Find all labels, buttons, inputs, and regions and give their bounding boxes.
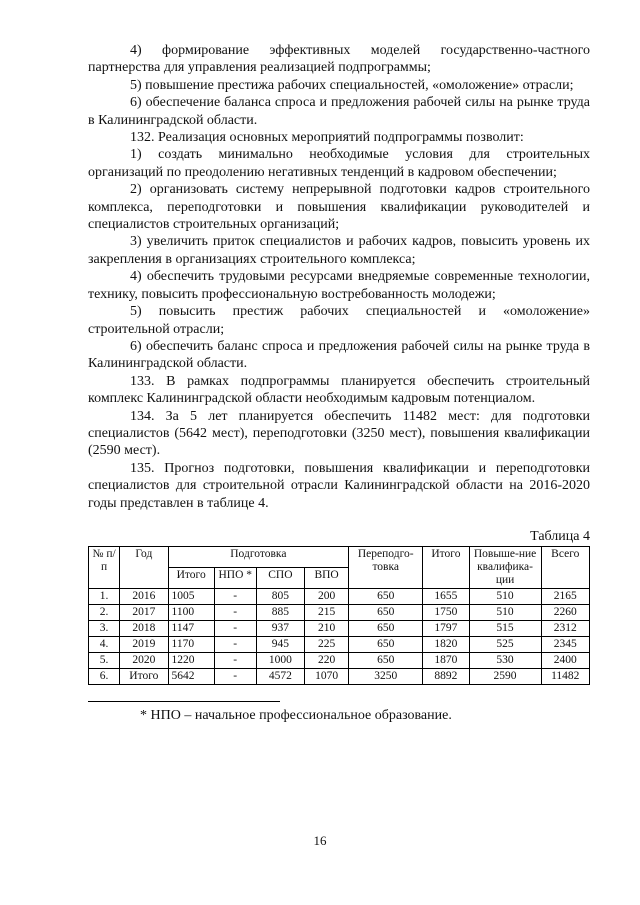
paragraph: 134. За 5 лет планируется обеспечить 11482 мест: для подготовки специалистов (5642 мест), переподготовки (3250 мест), повышения квалификации (2590 мест). [88, 408, 590, 459]
header-spo: СПО [256, 567, 304, 588]
header-num: № п/п [89, 546, 120, 588]
forecast-table [88, 546, 590, 685]
table-cell: 200 [305, 588, 349, 604]
table-cell: 215 [305, 604, 349, 620]
table-cell: 1750 [423, 604, 469, 620]
table-cell: 2016 [120, 588, 168, 604]
table-cell: 515 [469, 620, 541, 636]
table-cell: 3250 [349, 668, 423, 684]
table-cell: - [214, 652, 256, 668]
table-row [89, 588, 590, 604]
body-text [88, 42, 590, 512]
table-cell: 1870 [423, 652, 469, 668]
paragraph: 6) обеспечение баланса спроса и предложения рабочей силы на рынке труда в Калининградской области. [88, 95, 590, 128]
table-cell: 210 [305, 620, 349, 636]
table-row [89, 652, 590, 668]
paragraph: 133. В рамках подпрограммы планируется обеспечить строительный комплекс Калининградской области необходимым кадровым потенциалом. [88, 373, 590, 407]
table-cell: 1000 [256, 652, 304, 668]
table-cell: 530 [469, 652, 541, 668]
table-cell: 2260 [541, 604, 589, 620]
table-body [89, 588, 590, 684]
table-cell: 3. [89, 620, 120, 636]
table-cell: 1820 [423, 636, 469, 652]
paragraph: 132. Реализация основных мероприятий подпрограммы позволит: [130, 130, 524, 146]
table-cell: 650 [349, 652, 423, 668]
table-cell: 2019 [120, 636, 168, 652]
header-vpo: ВПО [305, 567, 349, 588]
table-row [89, 668, 590, 684]
paragraph: 4) обеспечить трудовыми ресурсами внедряемые современные технологии, технику, повысить профессиональную востребованность молодежи; [88, 269, 590, 302]
table-cell: 945 [256, 636, 304, 652]
table-cell: 11482 [541, 668, 589, 684]
table-cell: 6. [89, 668, 120, 684]
table-cell: 5. [89, 652, 120, 668]
table-cell: 1147 [168, 620, 214, 636]
table-cell: 650 [349, 620, 423, 636]
table-cell: 650 [349, 604, 423, 620]
table-cell: 805 [256, 588, 304, 604]
table-cell: - [214, 668, 256, 684]
table-row [89, 636, 590, 652]
table-cell: - [214, 604, 256, 620]
header-training-total: Итого [168, 567, 214, 588]
table-cell: 4572 [256, 668, 304, 684]
table-cell: 2017 [120, 604, 168, 620]
table-cell: 937 [256, 620, 304, 636]
document-page [88, 42, 590, 724]
table-cell: 1220 [168, 652, 214, 668]
table-row [89, 620, 590, 636]
table-cell: 225 [305, 636, 349, 652]
paragraph: 5) повышение престижа рабочих специальностей, «омоложение» отрасли; [130, 77, 574, 93]
table-cell: 650 [349, 636, 423, 652]
table-cell: 2018 [120, 620, 168, 636]
table-cell: 5642 [168, 668, 214, 684]
table-cell: - [214, 588, 256, 604]
paragraph: 2) организовать систему непрерывной подготовки кадров строительного комплекса, переподготовки и повышения квалификации руководителей и специалистов строительных организаций; [88, 182, 590, 233]
page-number: 16 [313, 833, 327, 848]
footnote-separator [88, 701, 280, 702]
header-year: Год [120, 546, 168, 588]
table-row [89, 604, 590, 620]
table-cell: 4. [89, 636, 120, 652]
table-cell: 2312 [541, 620, 589, 636]
table-cell: 2. [89, 604, 120, 620]
table-cell: 2400 [541, 652, 589, 668]
footnote: * НПО – начальное профессиональное образование. [140, 707, 452, 723]
table-caption: Таблица 4 [530, 528, 590, 544]
table-cell: 525 [469, 636, 541, 652]
header-qualification: Повыше-ние квалифика-ции [469, 546, 541, 588]
table-cell: - [214, 620, 256, 636]
paragraph: 6) обеспечить баланс спроса и предложения рабочей силы на рынке труда в Калининградской области. [88, 338, 590, 372]
table-cell: 1655 [423, 588, 469, 604]
header-retraining: Переподго-товка [349, 546, 423, 588]
header-all: Всего [541, 546, 589, 588]
paragraph: 5) повысить престиж рабочих специальностей и «омоложение» строительной отрасли; [88, 304, 590, 337]
paragraph: 4) формирование эффективных моделей государственно-частного партнерства для управления реализацией подпрограммы; [88, 43, 590, 76]
table-cell: 885 [256, 604, 304, 620]
table-cell: Итого [120, 668, 168, 684]
table-cell: 510 [469, 588, 541, 604]
table-cell: 650 [349, 588, 423, 604]
paragraph: 1) создать минимально необходимые условия для строительных организаций по преодолению негативных тенденций в кадровом обеспечении; [88, 147, 590, 180]
table-cell: 1170 [168, 636, 214, 652]
table-cell: 2590 [469, 668, 541, 684]
table-cell: 2165 [541, 588, 589, 604]
paragraph: 3) увеличить приток специалистов и рабочих кадров, повысить уровень их закрепления в организациях строительного комплекса; [88, 234, 590, 267]
table-cell: 510 [469, 604, 541, 620]
table-cell: 220 [305, 652, 349, 668]
table-cell: 2020 [120, 652, 168, 668]
table-cell: 8892 [423, 668, 469, 684]
table-cell: 1005 [168, 588, 214, 604]
table-cell: 1797 [423, 620, 469, 636]
table-cell: - [214, 636, 256, 652]
table-cell: 1100 [168, 604, 214, 620]
table-cell: 1070 [305, 668, 349, 684]
table-cell: 1. [89, 588, 120, 604]
table-cell: 2345 [541, 636, 589, 652]
paragraph: 135. Прогноз подготовки, повышения квалификации и переподготовки специалистов для строительной отрасли Калининградской области на 2016-2020 годы представлен в таблице 4. [88, 460, 590, 511]
header-total: Итого [423, 546, 469, 588]
header-npo: НПО * [214, 567, 256, 588]
header-training: Подготовка [168, 546, 349, 567]
